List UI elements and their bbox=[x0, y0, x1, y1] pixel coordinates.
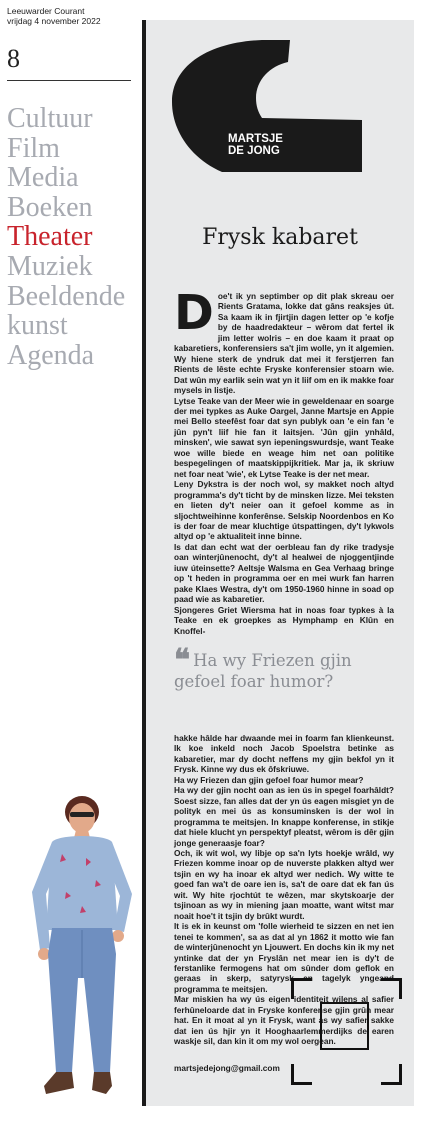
page-number: 8 bbox=[7, 44, 20, 73]
article-paragraph bbox=[174, 285, 394, 396]
section-muziek: Muziek bbox=[7, 250, 93, 282]
paragraph-text: oe't ik yn septimber op dit plak skreau oer Rients Gratama, lokke dat gâns reaksjes út. Sa kaam ik in fjirtjin dagen letter op 'e kofje by de haadredakteur – wêrom dat fertel ik jim letter wolris – en doe kaam it praat op kabaretiers, konferensiers sa't jim wolle, yn it algemien. Wy hiene sterk de yndruk dat mei it ferstjerren fan Rients de lêste echte Fryske konferensier stoarn wie. Dat wûn my earlik sein wat yn it liif om en ik makke foar mysels in listje. bbox=[174, 291, 394, 396]
article-paragraph: It is ek in keunst om 'folle wierheid te sizzen en net ien tenei te kommen', sa as dat al yn 1862 it motto wie fan de winterjûnenocht yn Ljouwert. En dochs kin ik my net yntinke dat der yn Fryslân net mear ien is dy't de ferstanlike fermogens hat om sûnder dom geflok en geraas in skerp, satyrysk en tagelyk yngeand programma te meitsjen. bbox=[174, 921, 394, 994]
section-boeken: Boeken bbox=[7, 191, 93, 223]
pull-quote-text: Ha wy Friezen gjin gefoel foar humor? bbox=[174, 651, 352, 691]
focus-box[interactable] bbox=[320, 1002, 369, 1050]
article-body-part-2 bbox=[174, 733, 394, 1047]
publication-date: vrijdag 4 november 2022 bbox=[7, 16, 101, 26]
article-paragraph: Sjongeres Griet Wiersma hat in noas foar typkes à la Teake en ek groepkes as Hymphamp en Klûn en Knoffel- bbox=[174, 604, 394, 636]
article-paragraph: Och, ik wit wol, wy libje op sa'n lyts hoekje wrâld, wy Friezen komme inoar op de nuverste plakken altyd wer tsjin en wy ha inoar ek altyd wer nedich. Wy witte te goed fan wa't de oare ien is, sa't de oare dat ek fan ús wit. Wy hite rjochtút te wêzen, mar skytskoarje der tsjinoan as wy in miening jaan moatte, want witst mar noait hoe't it tsjin dy brûkt wurdt. bbox=[174, 847, 394, 921]
section-agenda: Agenda bbox=[7, 339, 95, 371]
article-headline: Frysk kabaret bbox=[202, 225, 358, 250]
selection-bracket-top-right bbox=[381, 978, 402, 999]
article-paragraph: Ha wy der gjin nocht oan as ien ús in spegel foarhâldt? Soest sizze, fan alles dat der yn ús eagen misgiet yn de polityk en mei ús as konsuminsken is der wol in programma te meitsjen. In knappe konferense, in stikje dat hiele klucht yn perspektyf pleatst, wêrom is dêr gjin jonge generaasje foar? bbox=[174, 785, 394, 848]
section-kunst: kunst bbox=[7, 310, 68, 342]
article-paragraph: Mar miskien ha wy ús eigen identiteit wilens al safier ferhûneloarde dat in Fryske konferense gjin grûn mear hat. En it moat al yn it Frysk, want as wy safier sakke dat ien ús hjir yn it Hooghaarlemmerdijks de earen waskje sil, dan kin it om my wol oergean. bbox=[174, 994, 394, 1047]
author-email[interactable]: martsjedejong@gmail.com bbox=[174, 1063, 280, 1073]
masthead bbox=[7, 6, 101, 26]
selection-bracket-top-left bbox=[291, 978, 312, 999]
article-paragraph: Is dat dan echt wat der oerbleau fan dy rike tradysje oan winterjûnenocht, dy't al healwei de njoggentjinde iuw úteinsette? Aeltsje Walsma en Gea Verhaag bringe op 't heden in programma oer en mei wurk fan harren pake Klaes Westra, dy't om 1950-1960 hinne in soad op paad wie as kabaretier. bbox=[174, 541, 394, 605]
publication-name: Leeuwarder Courant bbox=[7, 6, 85, 16]
section-beeldende: Beeldende bbox=[7, 280, 126, 312]
author-first-line: MARTSJE bbox=[228, 133, 283, 145]
author-second-line: DE JONG bbox=[228, 145, 280, 157]
author-name bbox=[228, 133, 283, 157]
section-cultuur: Cultuur bbox=[7, 103, 93, 134]
selection-bracket-bottom-left bbox=[291, 1064, 312, 1085]
article-paragraph: Lytse Teake van der Meer wie in geweldenaar en soarge der mei typkes as Auke Oargel, Janne Martsje en Appie mei Bello steefêst foar dat syn publyk oan 'e ein fan 'e jûn pyn't liif hie fan it laitsjen. 'Jûn gjin ynhâld, minsken', wie sawat syn iepeningswurdsje, want Teake woe wille biede en weage him net oan politike bespegelingen of maatskippijkritiek. Mar ja, ik skriuw net foar neat 'wie', ek Lytse Teake is der net mear. bbox=[174, 395, 394, 479]
drop-cap: D bbox=[174, 285, 214, 341]
section-media: Media bbox=[7, 162, 79, 194]
pull-quote bbox=[174, 643, 396, 692]
section-theater: Theater bbox=[7, 221, 93, 253]
selection-bracket-bottom-right bbox=[381, 1064, 402, 1085]
article-paragraph: hakke hâlde har dwaande mei in foarm fan klienkeunst. Ik koe inkeld noch Jacob Spoelstra betinke as kabaretier, mar dy docht neffens my gjin bekfol yn it Frysk. Kinne wy dus ek ôfskriuwe. bbox=[174, 733, 394, 775]
section-film: Film bbox=[7, 132, 60, 164]
person-photo bbox=[22, 782, 142, 1104]
quote-icon: ❝ bbox=[174, 643, 188, 678]
article-paragraph: Ha wy Friezen dan gjin gefoel foar humor mear? bbox=[174, 774, 364, 785]
masthead-rule bbox=[7, 80, 131, 81]
section-list bbox=[7, 104, 125, 370]
article-paragraph: Leny Dykstra is der noch wol, sy makket noch altyd programma's dy't ticht by de minsken lizze. Mei teksten en lieten dy't neier oan it gefoel komme as in sljochtweihinne konferênse. Selskip Noordenbos en Ko is der foar de mear kluchtige útspattingen, dy't lykwols altyd op 'e aktualiteit inne binne. bbox=[174, 479, 394, 542]
article-body-part-1 bbox=[174, 285, 394, 636]
